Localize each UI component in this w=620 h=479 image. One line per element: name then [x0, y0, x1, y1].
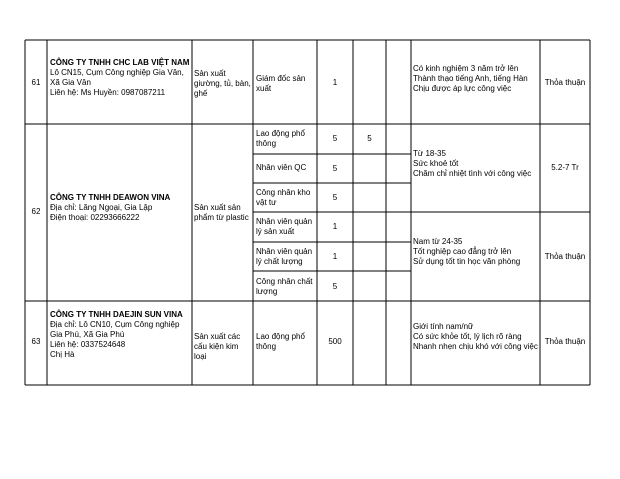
row-63-salary: Thỏa thuận [544, 337, 586, 346]
row-62-position-1-extra: 5 [367, 134, 372, 143]
row-62-position-2-quantity: 5 [332, 164, 338, 173]
row-62-position-3-quantity: 5 [332, 193, 338, 202]
row-62-position-5-title: Nhân viên quản lý chất lượng [256, 247, 313, 266]
row-63-position-title: Lao động phổ thông [256, 332, 305, 351]
row-62-company-name: CÔNG TY TNHH DEAWON VINA [50, 193, 171, 202]
row-62-salary-2: Thỏa thuận [544, 252, 586, 261]
row-62-position-6-title: Công nhân chất lượng [256, 277, 313, 296]
row-62-requirements-2: Nam từ 24-35 Tốt nghiệp cao đẳng trở lên Sử dụng tốt tin học văn phòng [413, 237, 521, 266]
row-62-position-3-title: Công nhân kho vật tư [256, 188, 311, 207]
row-63-company-details: Địa chỉ: Lô CN10, Cụm Công nghiệp Gia Phú, Xã Gia Phú Liên hệ: 0337524648 Chị Hà [50, 320, 180, 359]
row-63-position-quantity: 500 [328, 337, 342, 346]
row-62-position-4-title: Nhân viên quản lý sản xuất [256, 217, 313, 236]
row-62-position-1-quantity: 5 [332, 134, 338, 143]
row-62-requirements-1: Từ 18-35 Sức khoẻ tốt Chăm chỉ nhiệt tình với công việc [413, 149, 532, 178]
row-62-position-2-title: Nhân viên QC [256, 163, 307, 172]
row-61-company-details: Lô CN15, Cụm Công nghiệp Gia Vân, Xã Gia Vân Liên hệ: Ms Huyền: 0987087211 [50, 68, 184, 97]
row-62-salary-1: 5.2-7 Tr [551, 163, 579, 172]
row-61-industry: Sản xuất giường, tủ, bàn, ghế [194, 69, 251, 98]
row-62-position-4-quantity: 1 [332, 222, 338, 231]
row-62-position-1-title: Lao động phổ thông [256, 129, 305, 148]
row-62-position-6-quantity: 5 [332, 282, 338, 291]
row-61-salary: Thỏa thuận [544, 78, 586, 87]
row-61-requirements: Có kinh nghiệm 3 năm trở lên Thành thạo tiếng Anh, tiếng Hàn Chịu được áp lực công việc [413, 64, 528, 93]
row-61-stt: 61 [31, 78, 41, 87]
row-63-stt: 63 [31, 337, 41, 346]
row-62-position-5-quantity: 1 [332, 252, 338, 261]
row-61-position-title: Giám đốc sản xuất [256, 74, 306, 93]
row-61-company-name: CÔNG TY TNHH CHC LAB VIỆT NAM [50, 58, 190, 67]
row-63-requirements: Giới tính nam/nữ Có sức khỏe tốt, lý lịch rõ ràng Nhanh nhẹn chịu khó với công việc [413, 322, 538, 351]
row-62-stt: 62 [31, 207, 41, 216]
row-61-position-quantity: 1 [332, 78, 338, 87]
row-62-industry: Sản xuất sản phẩm từ plastic [194, 203, 249, 222]
row-62-company-details: Địa chỉ: Lăng Ngoại, Gia Lập Điện thoại: 02293666222 [50, 203, 153, 222]
row-63-industry: Sản xuất các cấu kiện kim loại [194, 332, 241, 361]
row-63-company-name: CÔNG TY TNHH DAEJIN SUN VINA [50, 310, 183, 319]
